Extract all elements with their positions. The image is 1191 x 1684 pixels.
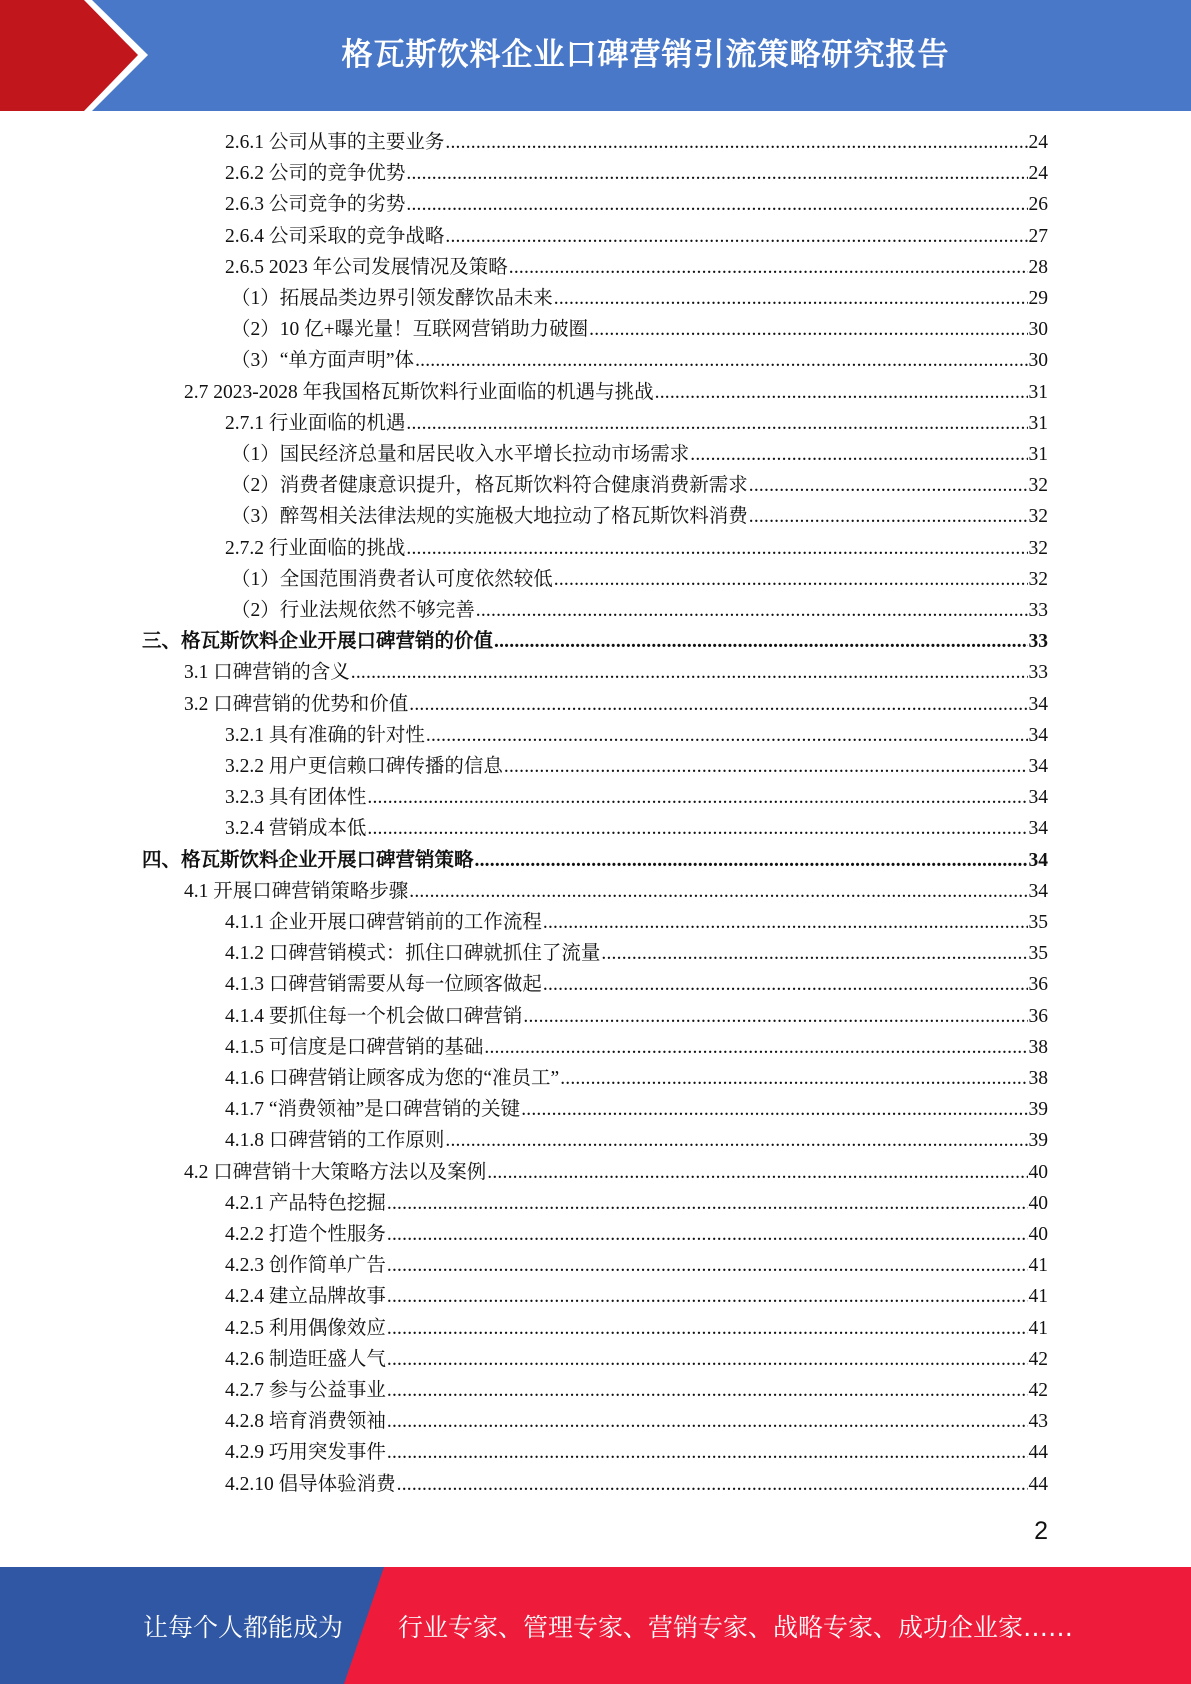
toc-entry[interactable] [0, 845, 1191, 876]
toc-entry-page: 32 [1028, 475, 1048, 497]
toc-entry-page: 36 [1028, 974, 1048, 996]
toc-entry-page: 34 [1028, 787, 1048, 809]
toc-entry-page: 44 [1028, 1442, 1048, 1464]
toc-entry-page: 27 [1028, 225, 1048, 247]
toc-entry[interactable] [0, 1344, 1191, 1375]
toc-entry-page: 34 [1028, 849, 1048, 871]
toc-entry-title: 4.1.1 企业开展口碑营销前的工作流程 [225, 912, 542, 933]
toc-entry-title: 2.7.2 行业面临的挑战 [225, 537, 406, 559]
toc-entry[interactable] [0, 626, 1191, 657]
toc-dot-leader [560, 1063, 1027, 1094]
toc-entry-page: 33 [1028, 631, 1048, 653]
toc-entry-page: 43 [1028, 1411, 1048, 1433]
toc-entry-page: 39 [1028, 1099, 1048, 1121]
toc-dot-leader [554, 283, 1028, 314]
toc-dot-leader [387, 1250, 1028, 1281]
page-header [0, 0, 1191, 111]
toc-dot-leader [445, 221, 1027, 252]
toc-entry-page: 30 [1028, 319, 1048, 341]
toc-entry[interactable] [0, 1094, 1191, 1125]
toc-entry-title: 4.1.4 要抓住每一个机会做口碑营销 [225, 1005, 523, 1027]
footer-roles: 行业专家、管理专家、营销专家、战略专家、成功企业家…… [398, 1612, 1074, 1642]
page-number: 2 [1034, 1517, 1048, 1545]
toc-dot-leader [589, 314, 1027, 345]
toc-dot-leader [387, 1406, 1028, 1437]
toc-dot-leader [445, 127, 1027, 158]
toc-entry[interactable] [0, 1219, 1191, 1250]
toc-entry-title: （2）消费者健康意识提升，格瓦斯饮料符合健康消费新需求 [231, 475, 748, 497]
toc-entry[interactable] [0, 1125, 1191, 1156]
toc-entry-page: 36 [1028, 1005, 1048, 1027]
toc-entry-title: 4.2.9 巧用突发事件 [225, 1442, 386, 1464]
toc-entry-title: （3）醉驾相关法律法规的实施极大地拉动了格瓦斯饮料消费 [231, 506, 748, 528]
toc-dot-leader [484, 1032, 1027, 1063]
toc-entry-page: 39 [1028, 1130, 1048, 1152]
toc-entry[interactable] [0, 345, 1191, 376]
toc-entry[interactable] [0, 1157, 1191, 1188]
toc-entry-page: 31 [1028, 444, 1048, 465]
toc-entry-page: 40 [1028, 1224, 1048, 1245]
toc-entry[interactable] [0, 876, 1191, 907]
toc-entry[interactable] [0, 533, 1191, 564]
toc-entry[interactable] [0, 158, 1191, 189]
toc-entry-page: 34 [1028, 724, 1048, 746]
toc-dot-leader [523, 1001, 1027, 1032]
toc-entry-title: 4.2 口碑营销十大策略方法以及案例 [184, 1161, 487, 1183]
toc-dot-leader [387, 1219, 1028, 1250]
toc-entry-page: 32 [1028, 506, 1048, 528]
toc-entry-title: 4.2.2 打造个性服务 [225, 1224, 386, 1245]
toc-dot-leader [387, 1344, 1028, 1375]
toc-entry[interactable] [0, 564, 1191, 595]
toc-entry-title: 3.1 口碑营销的含义 [184, 662, 350, 684]
toc-entry-title: 4.1.5 可信度是口碑营销的基础 [225, 1036, 484, 1058]
toc-dot-leader [509, 252, 1028, 283]
toc-entry-page: 33 [1028, 662, 1048, 684]
toc-dot-leader [543, 907, 1028, 938]
toc-dot-leader [690, 439, 1027, 470]
toc-entry-page: 32 [1028, 537, 1048, 559]
toc-entry-title: 4.1.2 口碑营销模式：抓住口碑就抓住了流量 [225, 943, 601, 965]
toc-entry-page: 34 [1028, 880, 1048, 902]
toc-entry-page: 40 [1028, 1192, 1048, 1214]
toc-entry-page: 35 [1028, 943, 1048, 965]
toc-entry[interactable] [0, 1281, 1191, 1312]
toc-dot-leader [406, 158, 1027, 189]
toc-entry-title: 4.1.7 “消费领袖”是口碑营销的关键 [225, 1099, 521, 1121]
toc-dot-leader [406, 533, 1027, 564]
toc-dot-leader [387, 1188, 1028, 1219]
toc-entry-page: 42 [1028, 1380, 1048, 1401]
toc-entry[interactable] [0, 1469, 1191, 1500]
toc-dot-leader [426, 720, 1028, 751]
toc-entry-title: 2.7.1 行业面临的机遇 [225, 412, 406, 434]
toc-entry[interactable] [0, 969, 1191, 1000]
toc-entry-title: 4.1.3 口碑营销需要从每一位顾客做起 [225, 974, 542, 996]
toc-dot-leader [445, 1125, 1027, 1156]
toc-entry-page: 40 [1028, 1161, 1048, 1183]
toc-entry-title: 三、格瓦斯饮料企业开展口碑营销的价值 [142, 631, 494, 653]
toc-dot-leader [554, 564, 1028, 595]
toc-entry-title: 4.2.3 创作简单广告 [225, 1255, 386, 1277]
toc-entry-title: 2.7 2023-2028 年我国格瓦斯饮料行业面临的机遇与挑战 [184, 381, 654, 403]
toc-entry-page: 44 [1028, 1473, 1048, 1495]
toc-entry[interactable] [0, 221, 1191, 252]
toc-entry-page: 34 [1028, 693, 1048, 715]
toc-entry-title: （2）10 亿+曝光量！互联网营销助力破圈 [231, 319, 589, 341]
toc-entry[interactable] [0, 595, 1191, 626]
toc-entry[interactable] [0, 377, 1191, 408]
toc-entry[interactable] [0, 657, 1191, 688]
toc-entry-page: 31 [1028, 381, 1048, 403]
toc-entry-title: 4.2.1 产品特色挖掘 [225, 1192, 386, 1214]
toc-dot-leader [406, 189, 1027, 220]
toc-entry-page: 41 [1028, 1255, 1048, 1277]
toc-entry[interactable] [0, 1188, 1191, 1219]
toc-entry[interactable] [0, 470, 1191, 501]
toc-entry-title: （2）行业法规依然不够完善 [231, 600, 475, 621]
toc-entry-page: 26 [1028, 194, 1048, 216]
toc-entry[interactable] [0, 782, 1191, 813]
toc-entry-title: 3.2.1 具有准确的针对性 [225, 724, 425, 746]
toc-entry[interactable] [0, 1250, 1191, 1281]
toc-entry-page: 38 [1028, 1068, 1048, 1089]
toc-entry-title: 2.6.2 公司的竞争优势 [225, 163, 406, 185]
toc-entry-page: 33 [1028, 600, 1048, 621]
toc-entry[interactable] [0, 1063, 1191, 1094]
toc-dot-leader [409, 689, 1027, 720]
toc-entry-title: 4.2.10 倡导体验消费 [225, 1473, 396, 1495]
toc-dot-leader [387, 1375, 1028, 1406]
toc-entry-page: 42 [1028, 1348, 1048, 1370]
toc-dot-leader [749, 501, 1028, 532]
toc-entry-title: 4.2.4 建立品牌故事 [225, 1286, 386, 1308]
toc-entry-title: 2.6.4 公司采取的竞争战略 [225, 225, 445, 247]
toc-entry-title: 4.2.7 参与公益事业 [225, 1380, 386, 1401]
toc-dot-leader [406, 408, 1027, 439]
toc-entry-page: 24 [1028, 132, 1048, 153]
toc-entry-title: 4.2.5 利用偶像效应 [225, 1317, 386, 1339]
toc-entry[interactable] [0, 1437, 1191, 1468]
toc-entry[interactable] [0, 189, 1191, 220]
toc-entry-title: 2.6.3 公司竞争的劣势 [225, 194, 406, 216]
toc-entry[interactable] [0, 907, 1191, 938]
toc-entry-title: 3.2 口碑营销的优势和价值 [184, 693, 409, 715]
toc-dot-leader [387, 1313, 1028, 1344]
toc-dot-leader [367, 782, 1027, 813]
toc-entry[interactable] [0, 127, 1191, 158]
toc-entry-page: 29 [1028, 288, 1048, 309]
toc-entry[interactable] [0, 1313, 1191, 1344]
toc-entry-title: （1）国民经济总量和居民收入水平增长拉动市场需求 [231, 444, 690, 465]
toc-dot-leader [476, 595, 1028, 626]
toc-entry[interactable] [0, 751, 1191, 782]
toc-entry[interactable] [0, 314, 1191, 345]
toc-dot-leader [749, 470, 1028, 501]
toc-entry-title: 4.2.8 培育消费领袖 [225, 1411, 386, 1433]
toc-entry[interactable] [0, 1001, 1191, 1032]
toc-dot-leader [351, 657, 1028, 688]
toc-entry[interactable] [0, 252, 1191, 283]
toc-dot-leader [409, 876, 1027, 907]
toc-entry[interactable] [0, 1406, 1191, 1437]
toc-entry[interactable] [0, 501, 1191, 532]
toc-entry-page: 31 [1028, 412, 1048, 434]
toc-entry-page: 32 [1028, 568, 1048, 590]
toc-entry-page: 34 [1028, 756, 1048, 777]
toc-entry-page: 41 [1028, 1286, 1048, 1308]
toc-entry-title: （1）拓展品类边界引领发酵饮品未来 [231, 288, 553, 309]
toc-entry[interactable] [0, 720, 1191, 751]
toc-entry[interactable] [0, 439, 1191, 470]
toc-dot-leader [655, 377, 1028, 408]
toc-entry-page: 38 [1028, 1036, 1048, 1058]
footer-slogan: 让每个人都能成为 [143, 1612, 344, 1642]
toc-entry-title: 3.2.4 营销成本低 [225, 818, 367, 840]
toc-entry-page: 41 [1028, 1317, 1048, 1339]
toc-entry-page: 24 [1028, 163, 1048, 185]
toc-dot-leader [387, 1437, 1028, 1468]
toc-dot-leader [494, 626, 1027, 657]
toc-entry-page: 30 [1028, 350, 1048, 372]
toc-entry[interactable] [0, 408, 1191, 439]
toc-entry-title: 2.6.5 2023 年公司发展情况及策略 [225, 256, 508, 278]
toc-entry-title: 2.6.1 公司从事的主要业务 [225, 132, 445, 153]
toc-entry[interactable] [0, 813, 1191, 844]
toc-entry-page: 28 [1028, 256, 1048, 278]
toc-entry-title: （3）“单方面声明”体 [231, 350, 415, 372]
toc-entry[interactable] [0, 283, 1191, 314]
toc-dot-leader [601, 938, 1027, 969]
toc-dot-leader [487, 1157, 1027, 1188]
toc-entry-page: 35 [1028, 912, 1048, 933]
toc-entry[interactable] [0, 689, 1191, 720]
toc-entry-title: 4.2.6 制造旺盛人气 [225, 1348, 386, 1370]
toc-dot-leader [397, 1469, 1028, 1500]
toc-dot-leader [367, 813, 1027, 844]
toc-dot-leader [504, 751, 1028, 782]
page-footer [0, 1567, 1191, 1684]
toc-entry-title: （1）全国范围消费者认可度依然较低 [231, 568, 553, 590]
toc-dot-leader [521, 1094, 1027, 1125]
toc-entry-title: 4.1 开展口碑营销策略步骤 [184, 880, 409, 902]
toc-dot-leader [475, 845, 1028, 876]
toc-entry[interactable] [0, 1375, 1191, 1406]
toc-entry-page: 34 [1028, 818, 1048, 840]
toc-dot-leader [387, 1281, 1028, 1312]
report-title: 格瓦斯饮料企业口碑营销引流策略研究报告 [341, 37, 950, 73]
toc-dot-leader [415, 345, 1027, 376]
toc-entry[interactable] [0, 938, 1191, 969]
toc-entry-title: 4.1.8 口碑营销的工作原则 [225, 1130, 445, 1152]
toc-entry[interactable] [0, 1032, 1191, 1063]
toc-entry-title: 4.1.6 口碑营销让顾客成为您的“准员工” [225, 1068, 560, 1089]
toc-dot-leader [543, 969, 1028, 1000]
toc-entry-title: 3.2.2 用户更信赖口碑传播的信息 [225, 756, 503, 777]
toc-entry-title: 四、格瓦斯饮料企业开展口碑营销策略 [142, 849, 474, 871]
toc-entry-title: 3.2.3 具有团体性 [225, 787, 367, 809]
